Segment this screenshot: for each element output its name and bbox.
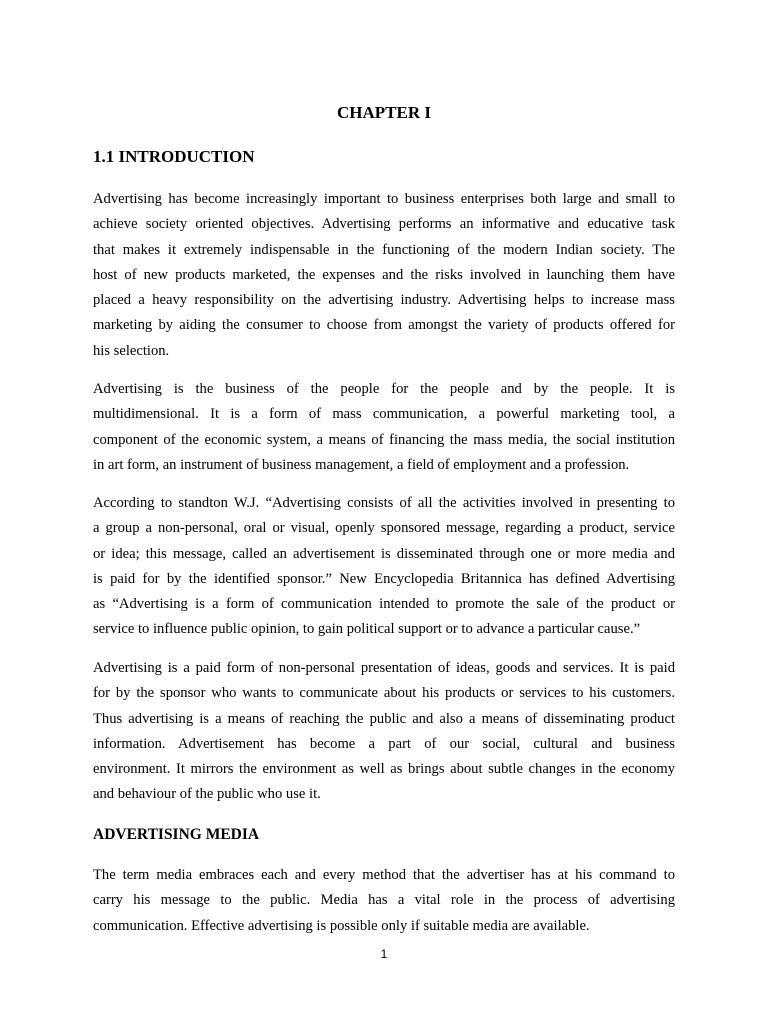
paragraph-line: Advertising is the business of the people for the people and by the people. It is	[93, 381, 675, 397]
paragraph-line: as “Advertising is a form of communication intended to promote the sale of the product or	[93, 596, 675, 613]
paragraph-line: communication. Effective advertising is possible only if suitable media are available.	[93, 917, 590, 934]
paragraph-line: placed a heavy responsibility on the advertising industry. Advertising helps to increase mass	[93, 292, 675, 309]
paragraph-3	[93, 491, 675, 643]
paragraph-line: that makes it extremely indispensable in the functioning of the modern Indian society. The	[93, 241, 675, 258]
paragraph-line: host of new products marketed, the expenses and the risks involved in launching them have	[93, 266, 675, 283]
paragraph-line: environment. It mirrors the environment as well as brings about subtle changes in the economy	[93, 761, 675, 778]
paragraph-line: marketing by aiding the consumer to choose from amongst the variety of products offered for	[93, 317, 675, 334]
paragraph-line: Advertising has become increasingly important to business enterprises both large and small to	[93, 191, 675, 207]
paragraph-line: or idea; this message, called an advertisement is disseminated through one or more media and	[93, 545, 675, 562]
paragraph-line: Advertising is a paid form of non-personal presentation of ideas, goods and services. It is paid	[93, 660, 675, 676]
paragraph-line: achieve society oriented objectives. Advertising performs an informative and educative task	[93, 216, 675, 233]
paragraph-2	[93, 377, 675, 478]
paragraph-line: is paid for by the identified sponsor.” New Encyclopedia Britannica has defined Advertising	[93, 570, 675, 587]
paragraph-line: multidimensional. It is a form of mass communication, a powerful marketing tool, a	[93, 406, 675, 423]
paragraph-4	[93, 656, 675, 808]
page-number: 1	[380, 947, 388, 961]
paragraph-line: a group a non-personal, oral or visual, openly sponsored message, regarding a product, service	[93, 520, 675, 537]
paragraph-line: in art form, an instrument of business management, a field of employment and a profession.	[93, 456, 630, 473]
section-heading-introduction: 1.1 INTRODUCTION	[93, 147, 255, 166]
subheading-advertising-media: ADVERTISING MEDIA	[93, 826, 260, 843]
paragraph-line: information. Advertisement has become a part of our social, cultural and business	[93, 735, 675, 752]
paragraph-line: According to standton W.J. “Advertising consists of all the activities involved in presenting to	[93, 495, 675, 511]
paragraph-5	[93, 863, 675, 939]
paragraph-line: for by the sponsor who wants to communicate about his products or services to his customers.	[93, 685, 675, 702]
paragraph-line: service to influence public opinion, to gain political support or to advance a particular cause.”	[93, 621, 641, 638]
paragraph-line: Thus advertising is a means of reaching the public and also a means of disseminating product	[93, 710, 675, 727]
paragraph-line: carry his message to the public. Media has a vital role in the process of advertising	[93, 892, 675, 909]
paragraph-line: his selection.	[93, 342, 170, 359]
paragraph-line: The term media embraces each and every method that the advertiser has at his command to	[93, 867, 675, 883]
paragraph-line: component of the economic system, a means of financing the mass media, the social institution	[93, 431, 675, 448]
paragraph-1	[93, 187, 675, 364]
chapter-title: CHAPTER I	[337, 103, 431, 122]
paragraph-line: and behaviour of the public who use it.	[93, 786, 321, 803]
